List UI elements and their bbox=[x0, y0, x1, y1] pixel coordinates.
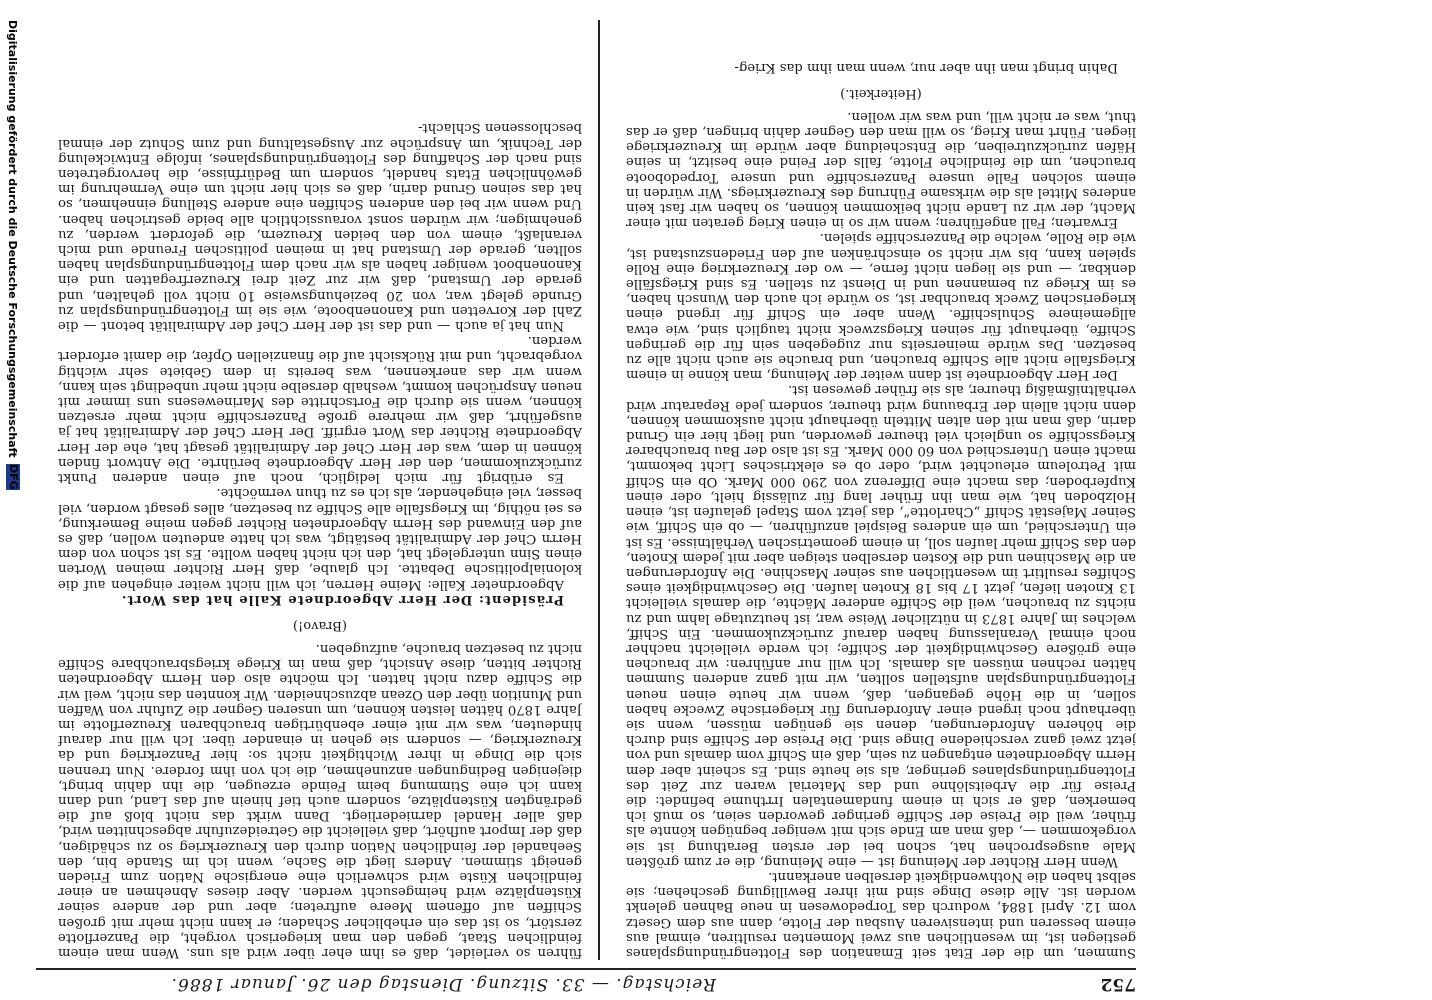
right-column bbox=[58, 20, 582, 960]
applause-note: (Heiterkeit.) bbox=[840, 85, 922, 101]
left-column bbox=[626, 20, 1136, 960]
applause-note: (Bravo!) bbox=[292, 617, 348, 633]
page-header bbox=[36, 972, 1136, 994]
digitization-note: Digitalisierung gefördert durch die Deutsche Forschungsgemeinschaft bbox=[6, 20, 19, 458]
running-head: Reichstag. — 33. Sitzung. Dienstag den 26. Januar 1886. bbox=[170, 974, 716, 994]
paragraph: Dahin bringt man ihn aber nur, wenn man ihm das Krieg- bbox=[734, 59, 1118, 75]
paragraph: Wenn Herr Richter der Meinung ist — eine Meinung, die er zum größten Male ausgesprochen hat, schon bei der ersten Berathung ist sie vorgekommen —, daß man am Ende sich mit weniger begnügen könnte als früher, weil die Preise der Schiffe geringer geworden seien, so muß ich bemerken, daß er sich in einem fundamentalen Irrthume befindet: die Preise für die Arbeitslöhne und das Material waren zur Zeit des Flottengründungsplanes geringer, als sie heute sind. Es scheint aber dem Herrn Abgeordneten entgangen zu sein, daß ein Schiff vom damals und von jetzt zwei ganz verschiedene Dinge sind. Die Preise der Schiffe sind durch die höheren Anforderungen, denen sie genügen müssen, wenn sie überhaupt noch irgend einer Anforderung für kriegerische Zwecke haben sollen, in die Höhe gegangen, daß, wenn wir heute einen neuen Flottengründungsplan aufstellen sollten, wir mit ganz anderen Summen hätten rechnen müssen als damals. Ich will nur anführen: wir brauchen eine größere Geschwindigkeit der Schiffe; ich werde vielleicht nachher noch einmal Veranlassung haben darauf zurückzukommen. Ein Schiff, welches im Jahre 1873 in nützlicher Weise war, ist heutzutage lahm und zu nichts zu brauchen, weil die Schiffe anderer Mächte, die damals vielleicht 13 Knoten liefen, jetzt 17 bis 18 Knoten laufen. Die Geschwindigkeit eines Schiffes resultirt im wesentlichen aus seiner Maschine. Die Anforderungen an die Maschinen und die Kosten derselben steigen aber mit jedem Knoten, den das Schiff mehr laufen soll, in einem geometrischen Verhältnisse. Es ist ein Unterschied, um ein anderes Beispiel anzuführen, — ob ein Schiff, wie Seiner Majestät Schiff „Charlotte“, das jetzt vom Stapel gelaufen ist, einen Holzboden hat, wie man ihn früher lang für zulässig hielt, oder einen Kupferboden; das macht eine Differenz von 290 000 Mark. Ob ein Schiff mit Petroleum erleuchtet wird, oder ob es elektrisches Licht bekommt, macht einen Unterschied von 60 000 Mark. Es ist also der Bau brauchbarer Kriegsschiffe so ungleich viel theurer geworden, und liegt hier ein Grund darin, daß man mit den alten Mitteln überhaupt nicht auskommen können, denn nicht allein der Erbauung wird theurer, sondern jede Reparatur wird verhältnißmäßig theurer, als sie früher gewesen ist. bbox=[626, 382, 1136, 869]
paragraph: führen so verleidet, daß es ihm eher über wird als uns. Wenn man einem feindlichen Staat, gegen den man kriegerisch vorgeht, die Panzerflotte zerstört, so ist das ein erheblicher Schaden; er kann nicht mehr mit großen Schiffen auf offenem Meere auftreten; aber und der andere seiner Küstenplätze wird heimgesucht werden. Aber dieses Abnehmen an einer feindlichen Küste wird schwerlich eine energische Nation zum Frieden geneigt stimmen. Anders liegt die Sache, wenn ich im Stande bin, den Seehandel der feindlichen Nation durch den Kreuzerkrieg so zu schädigen, daß der Import aufhört, daß vielleicht die Getreidezufuhr abgeschnitten wird, daß aller Handel darniederliegt. Dann wirkt das nicht bloß auf die gedrängten Küstenplätze, sondern auch tief hinein auf das Land, und dann kann ich eine Stimmung beim Feinde erzeugen, die ihn dahin bringt, diejenigen Bedingungen anzunehmen, die ich von ihm fordere. Nun trennen sich die Dinge in ihrer Wichtigkeit nicht so: hier Panzerkrieg und da Kreuzerkrieg, — sondern sie gehen in einander über. Ich will nur darauf hindeuten, was wir mit einer ebenbürtigen brauchbaren Kreuzerflotte im Jahre 1870 hätten leisten können, um unseren Gegner die Zufuhr von Waffen und Munition über den Ozean abzuschneiden. Wir konnten das nicht, weil wir die Schiffe dazu nicht hatten. Ich möchte also den Herrn Abgeordneten Richter bitten, diese Ansicht, daß man im Kriege kriegsbrauchbare Schiffe nicht zu besetzen brauche, aufzugeben. bbox=[58, 640, 582, 960]
dfg-logo: DFG bbox=[7, 463, 20, 490]
page-number: 752 bbox=[1100, 974, 1136, 994]
column-divider bbox=[598, 20, 600, 960]
paragraph: Nun hat ja auch — und das ist der Herr Chef der Admiralität betont — die Zahl der Korvetten und Kanonenboote, wie sie im Flottengründungsplan zu Grunde gelegt war, von 20 beziehungsweise 10 nicht voll gehalten, und gerade der Umstand, daß wir zur Zeit drei Kreuzerfregatten und ein Kanonenboot weniger haben als wir nach dem Flottengründungsplan haben sollten, gerade der Umstand hat in meinen politischen Freunde und mich veranlaßt, einem von den beiden Kreuzern, die gefordert werden, zu genehmigen; wir würden sonst voraussichtlich alle beide gestrichen haben. Und wenn wir bei den anderen Schiffen eine andere Stellung einnehmen, so hat das seinen Grund darin, daß es sich hier nicht um eine Vermehrung im gewöhnlichen Etats handelt, sondern um Bedürfnisse, die hervorgetreten sind nach der Schaffung des Flottengründungsplanes, infolge Entwickelung der Technik, um Ansprüche zur Ausgestaltung und zum Schutz der einmal beschlossenen Schlacht- bbox=[58, 120, 582, 334]
paragraph: Der Herr Abgeordnete ist dann weiter der Meinung, man könne in einem Kriegsfalle nicht alle Schiffe brauchen, und brauche sie auch nicht alle zu besetzen. Das würde meinerseits nur zugegeben sein für die geringen Schiffe, überhaupt für seinen Kriegszweck nicht tauglich sind, wie etwa allgemeinere Schulschiffe. Wenn aber ein Schiff für irgend einen kriegerischen Zweck brauchbar ist, so würde ich auch den Wunsch haben, es im Kriege zu bemannen und in Dienst zu stellen. Es sind Kriegsfälle denkbar, — und sie liegen nicht ferne, — wo der Kreuzerkrieg eine Rolle spielen kann, bis wir nicht so einschränken auf den Friedenszustand ist, wie die Rolle, welche die Panzerschiffe spielen. bbox=[626, 230, 1136, 383]
header-rule bbox=[36, 968, 1136, 970]
paragraph: Abgeordneter Kalle: Meine Herren, ich will nicht weiter eingehen auf die kolonialpolitische Debatte. Ich glaube, daß Herr Richter meinen Worten einen Sinn untergelegt hat, den ich nicht haben wollte. Es ist schon von dem Herrn Chef der Admiralität bestätigt, was ich hatte andeuten wollen, daß es auf den Einwand des Herrn Abgeordneten Richter gegen meine Bemerkung, es sei nöthig, im Kriegsfalle alle Schiffe zu besetzen, alles gesagt worden, viel besser, viel eingehender, als ich es zu thun vermöchte. bbox=[58, 485, 582, 592]
paragraph: Es erübrigt für mich lediglich, noch auf einen anderen Punkt zurückzukommen, den der Herr Abgeordnete berührte. Die Antwort finden können in dem, was der Herr Chef der Admiralität gesagt hat, ehe der Herr Abgeordnete Richter das Wort ergriff. Der Herr Chef der Admiralität hat ja ausgeführt, daß wir mehrere große Panzerschiffe nicht mehr ersetzen können, wenn sie durch die Fortschritte des Marinewesens uns immer mit neuen Ansprüchen kommt, weshalb derselbe nicht mehr unbedingt sein kann, wenn wir das anerkennen, was bereits in dem Gebiete sehr wichtig vorgebracht, und mit Rücksicht auf die finanziellen Opfer, die damit erfordert werden. bbox=[58, 333, 582, 486]
digitization-sidebar bbox=[6, 20, 26, 980]
paragraph: Summen, um die der Etat seit Emanation des Flottengründungsplanes gestiegen ist, im wesentlichen aus zwei Momenten resultiren, einmal aus einem besseren und intensiveren Ausbau der Flotte, dann aus dem Gesetz vom 12. April 1884, wodurch das Torpedowesen in neue Bahnen gelenkt worden ist. Alle diese Dinge sind mit ihrer Bewilligung geschehen; sie selbst haben die Nothwendigkeit derselben anerkannt. bbox=[626, 868, 1136, 960]
paragraph: Erwarten; Fall angeführen; wenn wir so in einen Krieg geraten mit einer Macht, der wir zu Lande nicht beikommen können, so haben wir fast kein anderes Mittel als die wirksame Führung des Kreuzerkriegs. Wir würden in einem solchen Falle unsere Panzerschiffe und unsere Torpedoboote brauchen, um die feindliche Flotte, falls der Feind eine besitzt, in seine Häfen zurückzutreiben, die Entscheidung aber würde im Kreuzerkriege liegen. Führt man Krieg, so will man den Gegner dahin bringen, daß er das thut, was er nicht will, und was wir wollen. bbox=[626, 108, 1136, 231]
speaker-line: Präsident: Der Herr Abgeordnete Kalle hat das Wort. bbox=[120, 591, 564, 607]
